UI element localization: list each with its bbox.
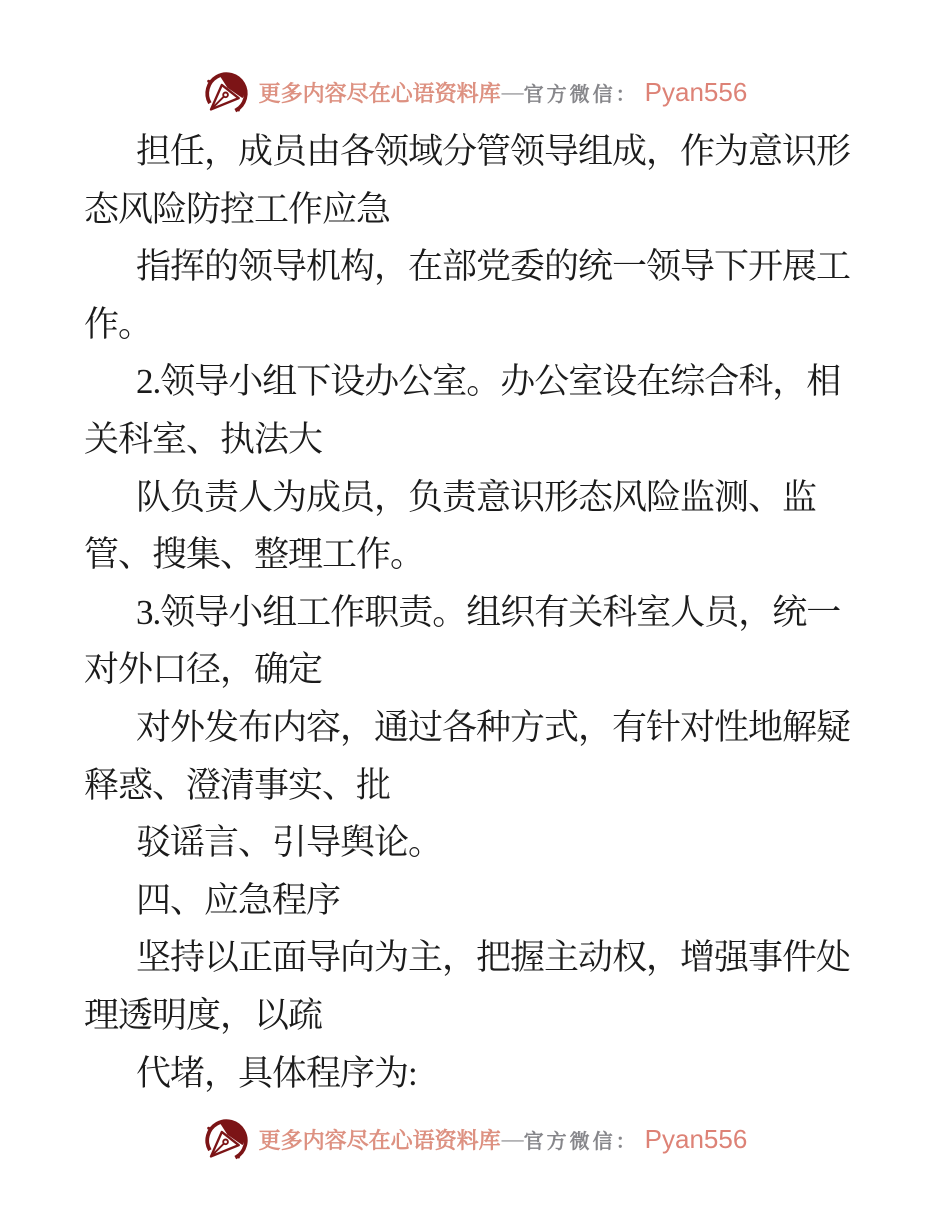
document-line: 担任，成员由各领域分管领导组成，作为意识形 — [136, 132, 851, 171]
document-line: 坚持以正面导向为主，把握主动权，增强事件处 — [136, 938, 851, 978]
document-line: 代堵，具体程序为: — [136, 1053, 417, 1093]
document-line: 理透明度，以疏 — [84, 995, 323, 1035]
watermark-separator: — — [501, 1126, 524, 1151]
pen-nib-circle-logo-icon — [203, 69, 250, 116]
document-line: 作。 — [84, 304, 153, 344]
document-line: 对外发布内容，通过各种方式，有针对性地解疑 — [136, 707, 851, 747]
watermark-bottom — [0, 1113, 950, 1165]
pen-nib-circle-logo-icon — [203, 1116, 250, 1163]
document-line: 2.领导小组下设办公室。办公室设在综合科，相 — [136, 362, 841, 402]
document-line: 态风险防控工作应急 — [84, 189, 391, 229]
document-line: 指挥的领导机构，在部党委的统一领导下开展工 — [136, 247, 851, 287]
watermark-wechat-label: 官方微信： — [523, 83, 639, 106]
watermark-brand-text: 更多内容尽在心语资料库 — [258, 80, 501, 106]
document-body — [84, 123, 870, 1102]
watermark-wechat-label: 官方微信： — [523, 1130, 639, 1153]
document-line: 驳谣言、引导舆论。 — [136, 823, 443, 863]
watermark-top — [0, 66, 950, 118]
document-line: 队负责人为成员，负责意识形态风险监测、监 — [136, 477, 817, 517]
document-line: 四、应急程序 — [136, 880, 341, 920]
watermark-separator: — — [501, 79, 524, 104]
document-line: 3.领导小组工作职责。组织有关科室人员，统一 — [136, 592, 841, 632]
document-line: 管、搜集、整理工作。 — [84, 535, 425, 575]
document-line: 对外口径，确定 — [84, 650, 323, 690]
watermark-brand-text: 更多内容尽在心语资料库 — [258, 1127, 501, 1153]
watermark-wechat-id: Pyan556 — [644, 1123, 748, 1154]
watermark-wechat-id: Pyan556 — [644, 76, 748, 107]
document-line: 释惑、澄清事实、批 — [84, 765, 391, 805]
document-line: 关科室、执法大 — [84, 419, 323, 459]
